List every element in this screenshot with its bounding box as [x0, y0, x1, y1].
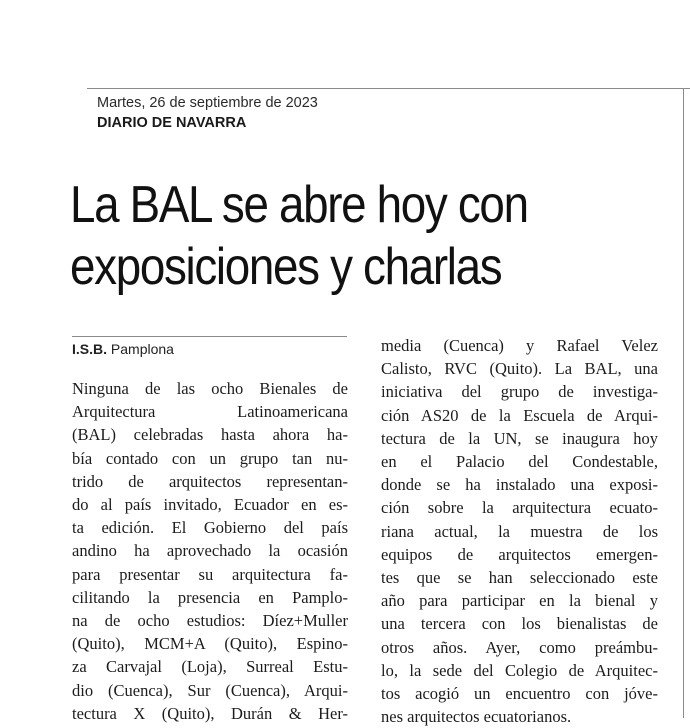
body-line: iniciativa del grupo de investiga- — [381, 382, 658, 402]
body-line: za Carvajal (Loja), Surreal Estu- — [72, 657, 348, 677]
article-column-right — [381, 334, 658, 728]
article-headline — [70, 174, 607, 298]
body-line: Ninguna de las ocho Bienales de — [72, 379, 348, 398]
body-line: equipos de arquitectos emergen- — [381, 544, 658, 564]
publication-date: Martes, 26 de septiembre de 2023 — [97, 95, 318, 111]
body-line: ción AS20 de la Escuela de Arqui- — [381, 405, 658, 425]
body-line: otros años. Ayer, como preámbu- — [381, 637, 658, 657]
frame-top-rule — [87, 88, 690, 89]
body-line: en el Palacio del Condestable, — [381, 452, 658, 472]
body-line: ción sobre la arquitectura ecuato- — [381, 498, 658, 518]
body-line: tectura X (Quito), Durán & Her- — [72, 703, 348, 723]
body-line: tos acogió un encuentro con jóve- — [381, 684, 658, 704]
body-line: bía contado con un grupo tan nu- — [72, 448, 348, 468]
byline-author: I.S.B. — [72, 341, 108, 357]
body-line: lo, la sede del Colegio de Arquitec- — [381, 660, 658, 680]
body-line: ta edición. El Gobierno del país — [72, 518, 348, 538]
byline — [72, 341, 174, 357]
publication-source: DIARIO DE NAVARRA — [97, 115, 247, 131]
body-line: Calisto, RVC (Quito). La BAL, una — [381, 359, 658, 379]
body-line: do al país invitado, Ecuador en es- — [72, 495, 348, 515]
body-line: cilitando la presencia en Pamplo- — [72, 587, 348, 607]
body-line: riana actual, la muestra de los — [381, 521, 658, 541]
body-line: dio (Cuenca), Sur (Cuenca), Arqui- — [72, 680, 348, 700]
body-line: donde se ha instalado una exposi- — [381, 475, 658, 495]
headline-line: La BAL se abre hoy con — [70, 176, 528, 234]
body-line: para presentar su arquitectura fa- — [72, 564, 348, 584]
body-line: nes arquitectos ecuatorianos. — [381, 707, 572, 727]
body-line: una tercera con los bienalistas de — [381, 614, 658, 634]
headline-line: exposiciones y charlas — [70, 238, 502, 296]
body-line: andino ha aprovechado la ocasión — [72, 541, 348, 561]
body-line: (Quito), MCM+A (Quito), Espino- — [72, 634, 348, 654]
body-line: año para participar en la bienal y — [381, 591, 658, 611]
body-line: trido de arquitectos representan- — [72, 471, 348, 491]
frame-right-rule — [683, 88, 684, 718]
byline-rule — [72, 336, 347, 337]
byline-location: Pamplona — [110, 341, 174, 357]
body-line: media (Cuenca) y Rafael Velez — [381, 336, 658, 355]
body-line: tes que se han seleccionado este — [381, 568, 658, 588]
article-column-left — [72, 377, 348, 725]
body-line: Arquitectura Latinoamericana — [72, 402, 348, 422]
body-line: na de ocho estudios: Díez+Muller — [72, 611, 348, 631]
body-line: (BAL) celebradas hasta ahora ha- — [72, 425, 348, 445]
body-line: tectura de la UN, se inaugura hoy — [381, 428, 658, 448]
